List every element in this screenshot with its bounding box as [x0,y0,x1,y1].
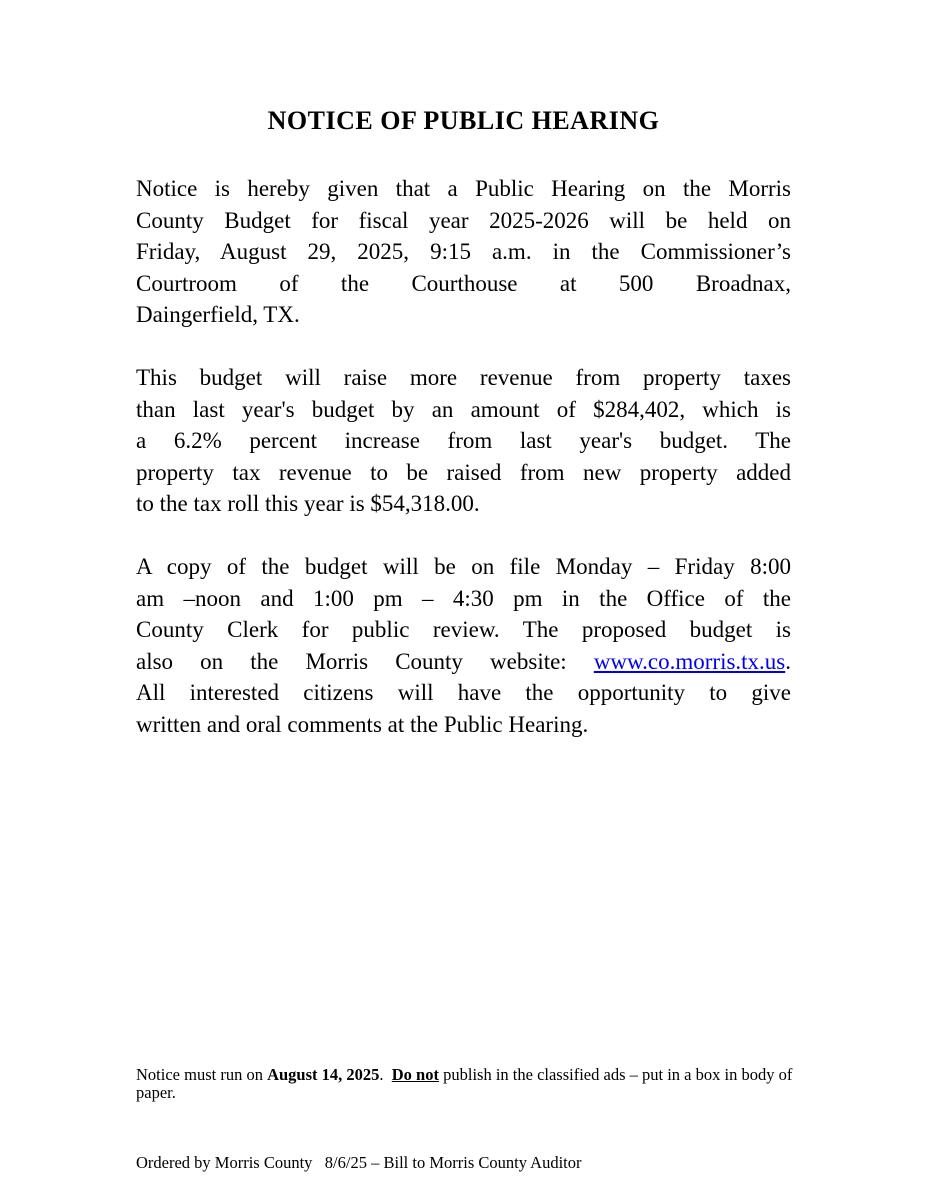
body-line: Friday, August 29, 2025, 9:15 a.m. in the Commissioner’s [136,239,791,264]
body-line: County Clerk for public review. The proposed budget is [136,617,791,642]
body-line: Daingerfield, TX. [136,302,300,327]
footer-run-rest: publish in the classified ads – put in a box in body of paper. [136,1065,797,1102]
body-line: All interested citizens will have the opportunity to give [136,680,791,705]
footer-note-run-instructions [136,1066,816,1102]
body-line: Courtroom of the Courthouse at 500 Broadnax, [136,270,791,296]
footer-run-mid: . [379,1065,392,1084]
paragraph-hearing-details [136,173,791,331]
body-line: County Budget for fiscal year 2025-2026 will be held on [136,207,791,233]
document-content [136,0,791,740]
footer-do-not-emphasis: Do not [391,1065,439,1084]
paragraph-budget-availability [136,551,791,740]
body-line: than last year's budget by an amount of $284,402, which is [136,396,791,422]
footer-notes [136,1030,816,1200]
body-line: A copy of the budget will be on file Monday – Friday 8:00 [136,554,791,579]
body-line: This budget will raise more revenue from property taxes [136,365,791,390]
body-line: property tax revenue to be raised from new property added [136,459,791,485]
body-line: a 6.2% percent increase from last year's budget. The [136,428,791,453]
body-line: am –noon and 1:00 pm – 4:30 pm in the Office of the [136,585,791,611]
body-line-with-link [136,646,791,678]
footer-note-ordered-by: Ordered by Morris County 8/6/25 – Bill to Morris County Auditor [136,1153,582,1172]
footer-run-prefix: Notice must run on [136,1065,268,1084]
link-suffix-text: . [785,648,791,674]
body-line: written and oral comments at the Public Hearing. [136,711,589,737]
paragraph-revenue-statement [136,362,791,520]
website-link[interactable]: www.co.morris.tx.us [593,648,786,674]
document-title: NOTICE OF PUBLIC HEARING [267,106,660,135]
footer-run-date: August 14, 2025 [267,1065,380,1084]
link-prefix-text: also on the Morris County website: [136,648,594,674]
body-line: Notice is hereby given that a Public Hearing on the Morris [136,176,791,201]
body-line: to the tax roll this year is $54,318.00. [136,491,480,516]
